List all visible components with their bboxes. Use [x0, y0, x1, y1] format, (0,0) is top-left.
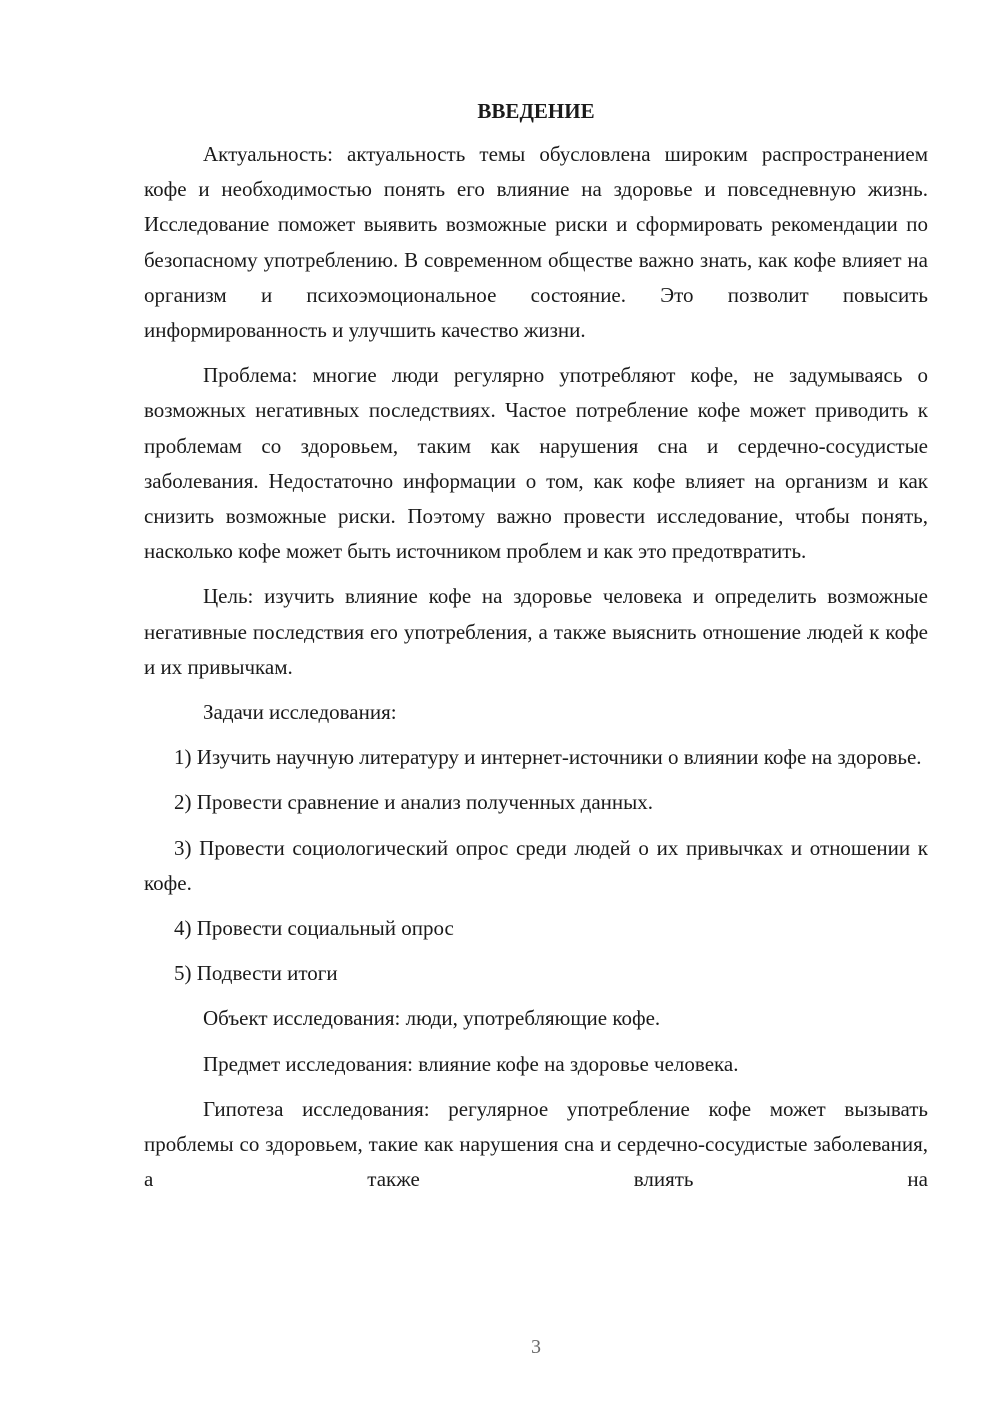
- page-number: [0, 1332, 1000, 1362]
- relevance-paragraph: Актуальность: актуальность темы обусловлена широким распространением кофе и необходимостью понять его влияние на здоровье и повседневную жизнь. Исследование поможет выявить возможные риски и сформировать рекомендации по безопасному употреблению. В современном обществе важно знать, как кофе влияет на организм и психоэмоциональное состояние. Это позволит повысить информированность и улучшить качество жизни.: [144, 142, 928, 343]
- problem-paragraph: Проблема: многие люди регулярно употребляют кофе, не задумываясь о возможных негативных последствиях. Частое потребление кофе может приводить к проблемам со здоровьем, таким как нарушения сна и сердечно-сосудистые заболевания. Недостаточно информации о том, как кофе влияет на организм и как снизить возможные риски. Поэтому важно провести исследование, чтобы понять, насколько кофе может быть источником проблем и как это предотвратить.: [144, 363, 928, 564]
- subject-paragraph: Предмет исследования: влияние кофе на здоровье человека.: [203, 1051, 739, 1076]
- page-content: [144, 94, 928, 1207]
- task-item-3: 3) Провести социологический опрос среди людей о их привычках и отношении к кофе.: [144, 835, 928, 895]
- task-item-5: 5) Подвести итоги: [174, 961, 338, 986]
- object-paragraph: Объект исследования: люди, употребляющие кофе.: [203, 1006, 661, 1031]
- task-item-4: 4) Провести социальный опрос: [174, 916, 454, 941]
- task-item-1: 1) Изучить научную литературу и интернет-источники о влиянии кофе на здоровье.: [174, 745, 922, 770]
- page-title: ВВЕДЕНИЕ: [477, 99, 595, 123]
- task-item-2: 2) Провести сравнение и анализ полученных данных.: [174, 790, 654, 815]
- page-number-text: 3: [531, 1336, 541, 1358]
- hypothesis-paragraph: Гипотеза исследования: регулярное употребление кофе может вызывать проблемы со здоровьем, такие как нарушения сна и сердечно-сосудистые заболевания, а также влиять на: [144, 1096, 928, 1192]
- goal-paragraph: Цель: изучить влияние кофе на здоровье человека и определить возможные негативные последствия его употребления, а также выяснить отношение людей к кофе и их привычкам.: [144, 584, 928, 679]
- tasks-heading: Задачи исследования:: [203, 700, 397, 725]
